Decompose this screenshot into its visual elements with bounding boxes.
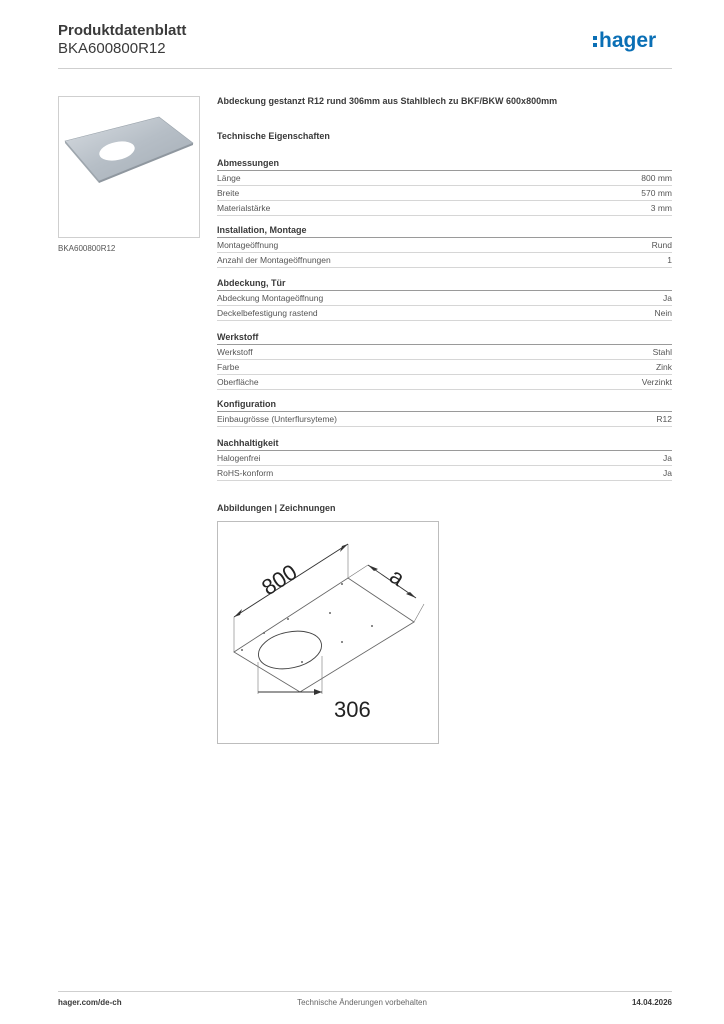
property-value: Ja	[663, 453, 672, 463]
property-value: Ja	[663, 293, 672, 303]
property-row	[217, 253, 672, 268]
section	[217, 398, 672, 427]
product-image	[58, 96, 200, 238]
property-value: Zink	[655, 362, 672, 372]
property-label: Farbe	[217, 362, 240, 372]
property-label: RoHS-konform	[217, 468, 274, 478]
property-row	[217, 345, 672, 360]
cover-plate-illustration	[59, 97, 199, 237]
footer-divider	[58, 991, 672, 992]
header-divider	[58, 68, 672, 69]
section	[217, 437, 672, 481]
property-label: Anzahl der Montageöffnungen	[217, 255, 331, 265]
property-value: 3 mm	[650, 203, 672, 213]
property-value: Nein	[654, 308, 672, 318]
section	[217, 157, 672, 216]
property-row	[217, 171, 672, 186]
dimension-hole-label: 306	[334, 697, 371, 722]
property-label: Einbaugrösse (Unterflursyteme)	[217, 414, 337, 424]
section-title: Abmessungen	[217, 157, 672, 171]
property-value: Rund	[651, 240, 672, 250]
footer-date: 14.04.2026	[631, 998, 672, 1007]
technical-drawing	[217, 521, 439, 744]
property-label: Werkstoff	[217, 347, 253, 357]
property-row	[217, 451, 672, 466]
property-value: 800 mm	[641, 173, 672, 183]
property-row	[217, 306, 672, 321]
product-description: Abdeckung gestanzt R12 rund 306mm aus Stahlblech zu BKF/BKW 600x800mm	[217, 96, 558, 106]
technical-properties-heading: Technische Eigenschaften	[217, 131, 330, 141]
property-value: Verzinkt	[641, 377, 672, 387]
dimension-drawing	[218, 522, 438, 743]
footer-website: hager.com/de-ch	[58, 998, 122, 1007]
property-value: R12	[656, 414, 672, 424]
property-label: Materialstärke	[217, 203, 271, 213]
property-row	[217, 466, 672, 481]
section	[217, 277, 672, 321]
hager-logo	[592, 27, 674, 53]
section-title: Abdeckung, Tür	[217, 277, 672, 291]
property-label: Halogenfrei	[217, 453, 261, 463]
logo-text: hager	[599, 29, 657, 52]
property-label: Montageöffnung	[217, 240, 279, 250]
section-title: Konfiguration	[217, 398, 672, 412]
property-value: 1	[667, 255, 672, 265]
article-number: BKA600800R12	[58, 40, 166, 57]
property-row	[217, 412, 672, 427]
property-label: Deckelbefestigung rastend	[217, 308, 318, 318]
property-label: Abdeckung Montageöffnung	[217, 293, 324, 303]
property-label: Länge	[217, 173, 241, 183]
property-row	[217, 291, 672, 306]
property-row	[217, 186, 672, 201]
dimension-width-label: a	[385, 563, 410, 591]
property-row	[217, 360, 672, 375]
footer-notice: Technische Änderungen vorbehalten	[297, 998, 427, 1007]
property-value: Ja	[663, 468, 672, 478]
property-label: Oberfläche	[217, 377, 259, 387]
dimension-length-label: 800	[257, 559, 302, 601]
section-title: Installation, Montage	[217, 224, 672, 238]
property-label: Breite	[217, 188, 240, 198]
property-row	[217, 201, 672, 216]
product-image-caption: BKA600800R12	[58, 244, 116, 253]
section	[217, 224, 672, 268]
property-row	[217, 238, 672, 253]
property-value: 570 mm	[641, 188, 672, 198]
page-title: Produktdatenblatt	[58, 22, 187, 39]
section-title: Werkstoff	[217, 331, 672, 345]
property-value: Stahl	[652, 347, 672, 357]
section-title: Nachhaltigkeit	[217, 437, 672, 451]
drawings-heading: Abbildungen | Zeichnungen	[217, 503, 336, 513]
property-row	[217, 375, 672, 390]
section	[217, 331, 672, 390]
